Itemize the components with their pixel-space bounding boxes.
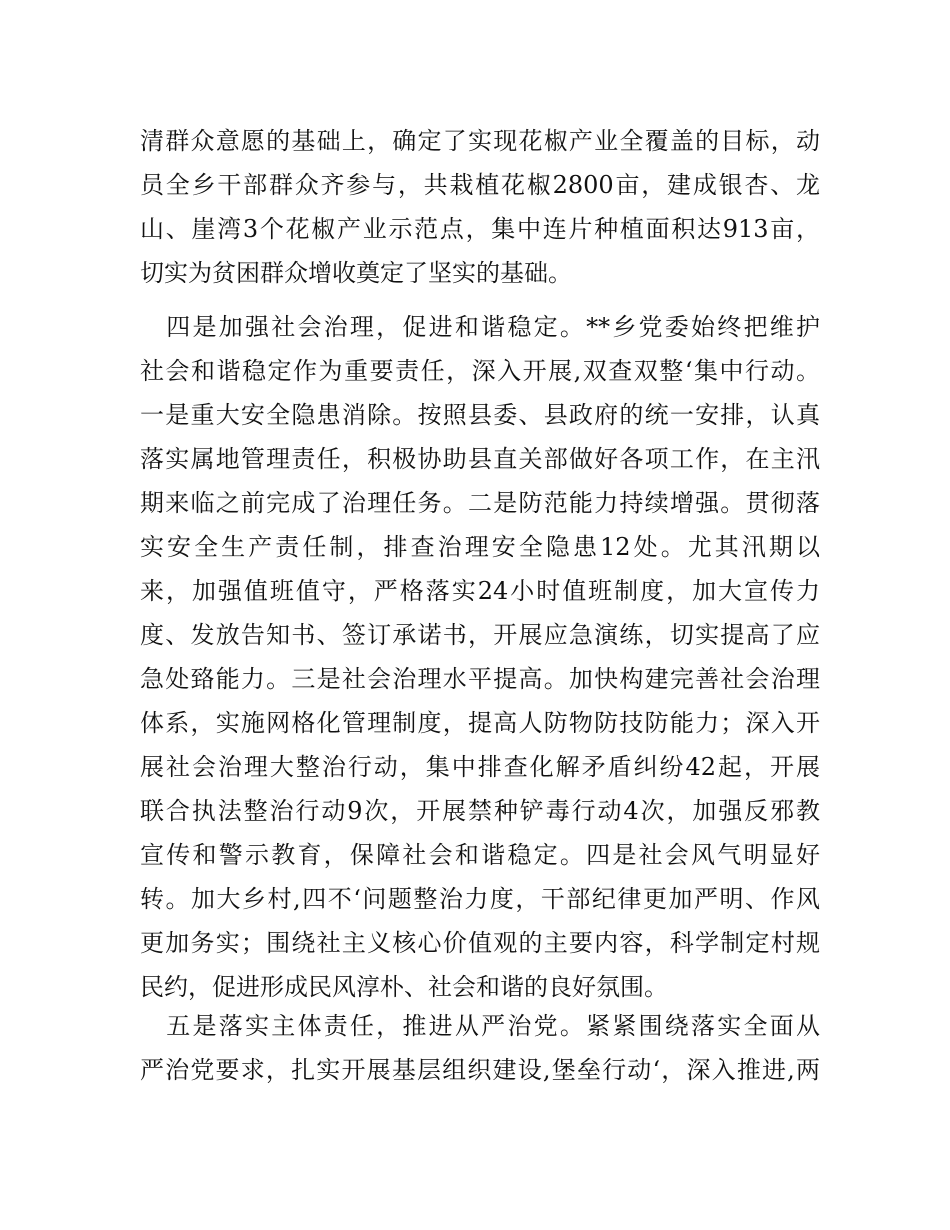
text-line: 五是落实主体责任，推进从严治党。紧紧围绕落实全面从 — [140, 1012, 820, 1040]
text-line: 展社会治理大整治行动，集中排查化解矛盾纠纷42起，开展 — [140, 753, 820, 781]
text-line: 一是重大安全隐患消除。按照县委、县政府的统一安排，认真 — [140, 401, 820, 429]
text-line: 民约，促进形成民风淳朴、社会和谐的良好氛围。 — [140, 973, 668, 1001]
text-line: 员全乡干部群众齐参与，共栽植花椒2800亩，建成银杏、龙 — [140, 171, 820, 199]
text-line: 宣传和警示教育，保障社会和谐稳定。四是社会风气明显好 — [140, 841, 820, 869]
text-line: 清群众意愿的基础上，确定了实现花椒产业全覆盖的目标，动 — [140, 127, 820, 155]
text-line: 实安全生产责任制，排查治理安全隐患12处。尤其汛期以 — [140, 533, 820, 561]
text-line: 联合执法整治行动9次，开展禁种铲毒行动4次，加强反邪教 — [140, 797, 820, 825]
text-line: 社会和谐稳定作为重要责任，深入开展,双查双整‘集中行动。 — [140, 357, 820, 385]
paragraph-social-governance — [140, 305, 820, 1009]
text-line: 来，加强值班值守，严格落实24小时值班制度，加大宣传力 — [140, 577, 820, 605]
text-line: 转。加大乡村,四不‘问题整治力度，干部纪律更加严明、作风 — [140, 885, 820, 913]
text-line: 四是加强社会治理，促进和谐稳定。**乡党委始终把维护 — [140, 313, 820, 341]
paragraph-party-governance — [140, 1004, 820, 1092]
text-line: 更加务实；围绕社主义核心价值观的主要内容，科学制定村规 — [140, 929, 820, 957]
text-line: 期来临之前完成了治理任务。二是防范能力持续增强。贯彻落 — [140, 489, 820, 517]
text-line: 急处臵能力。三是社会治理水平提高。加快构建完善社会治理 — [140, 665, 820, 693]
paragraph-flower-pepper — [140, 119, 820, 295]
text-line: 体系，实施网格化管理制度，提高人防物防技防能力；深入开 — [140, 709, 820, 737]
text-line: 严治党要求，扎实开展基层组织建设,堡垒行动‘，深入推进,两 — [140, 1056, 820, 1084]
text-line: 度、发放告知书、签订承诺书，开展应急演练，切实提高了应 — [140, 621, 820, 649]
text-line: 落实属地管理责任，积极协助县直关部做好各项工作，在主汛 — [140, 445, 820, 473]
text-line: 山、崖湾3个花椒产业示范点，集中连片种植面积达913亩， — [140, 215, 820, 243]
text-line: 切实为贫困群众增收奠定了坚实的基础。 — [140, 259, 572, 287]
